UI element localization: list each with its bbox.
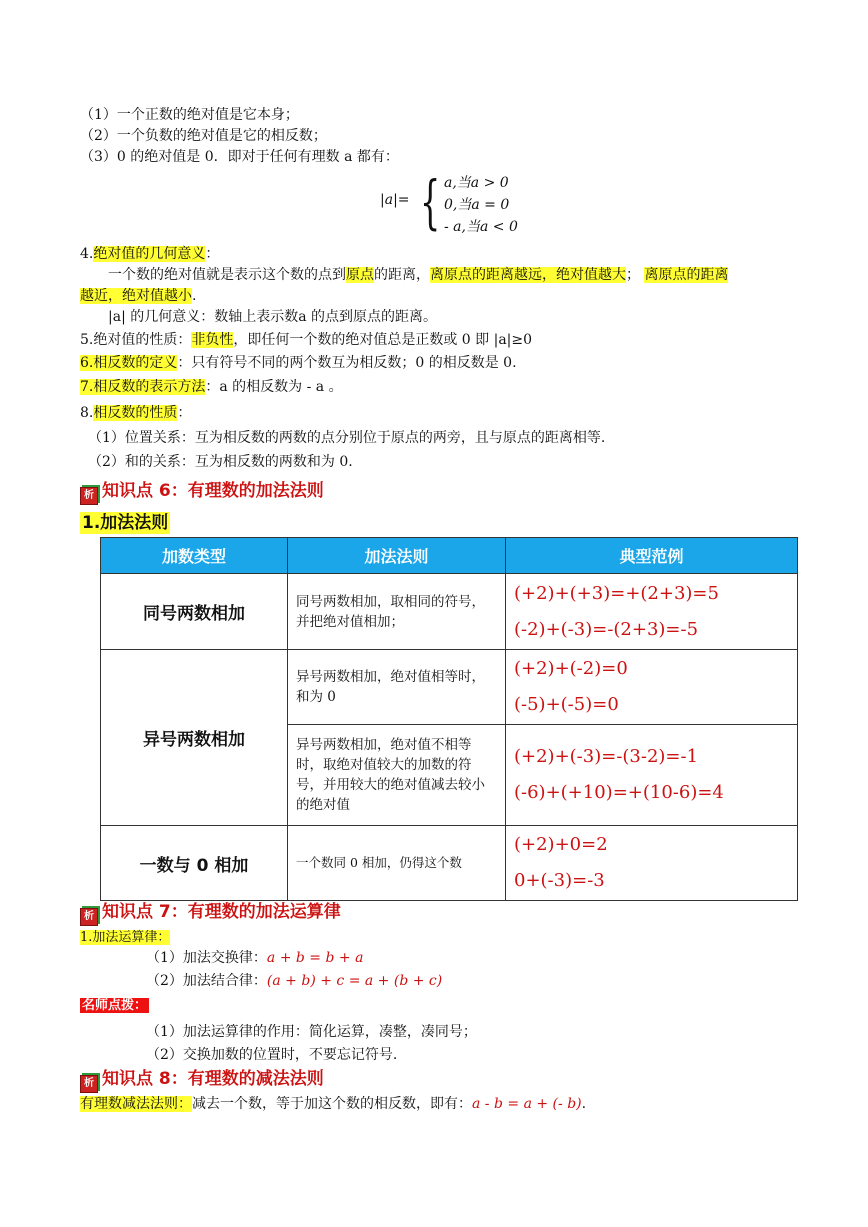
example: (+2)+(-2)=0: [514, 658, 628, 679]
geometric-paragraph-line2: [80, 286, 196, 306]
subtraction-rule-text: 减去一个数，等于加这个数的相反数，即有：: [192, 1096, 472, 1112]
header-addition-rule: 加法法则: [288, 538, 506, 574]
table-row: [101, 650, 798, 725]
subtraction-rule-label: 有理数减法法则：: [80, 1096, 192, 1112]
addition-rules-heading: 1.加法法则: [82, 513, 169, 533]
subtraction-rule-formula: a - b = a + (- b): [472, 1096, 582, 1112]
kp6-heading: [80, 480, 324, 505]
tip-2: （2）交换加数的位置时，不要忘记符号.: [146, 1047, 398, 1063]
highlight-farther: 离原点的距离越远，绝对值越大: [430, 267, 626, 283]
rule-diff-sign-unequal: 异号两数相加，绝对值不相等时，取绝对值较大的加数的符号，并用较大的绝对值减去较小的绝对值: [288, 725, 506, 826]
law-label: （1）加法交换律：: [146, 950, 267, 966]
category-same-sign: 同号两数相加: [101, 574, 288, 650]
property-8-position: （1）位置关系：互为相反数的两数的点分别位于原点的两旁，且与原点的距离相等.: [88, 430, 606, 446]
examples-same-sign: [506, 574, 798, 650]
geometric-text: 的距离，: [374, 267, 430, 283]
example: 0+(-3)=-3: [514, 870, 605, 891]
example: (-5)+(-5)=0: [514, 694, 619, 715]
teacher-tips-label: [80, 996, 149, 1016]
examples-add-zero: [506, 826, 798, 901]
property-6: [80, 353, 517, 373]
subtraction-rule-end: .: [581, 1096, 587, 1112]
property-8: [80, 403, 191, 423]
abs-rule-3: （3）0 的绝对值是 0．即对于任何有理数 a 都有：: [80, 149, 399, 165]
law-formula: a + b = b + a: [266, 950, 364, 966]
addition-laws-title: 1.加法运算律：: [80, 930, 171, 945]
header-addend-type: 加数类型: [101, 538, 288, 574]
kp7-title: 知识点 7：有理数的加法运算律: [102, 902, 341, 922]
commutative-law: [146, 948, 363, 968]
category-add-zero: 一数与 0 相加: [101, 826, 288, 901]
rule-diff-sign-equal: 异号两数相加，绝对值相等时，和为 0: [288, 650, 506, 725]
highlight-origin: 原点: [346, 267, 374, 283]
example: (+2)+(+3)=+(2+3)=5: [514, 582, 719, 604]
kp7-heading: [80, 901, 341, 926]
abs-rule-2: （2）一个负数的绝对值是它的相反数；: [80, 128, 327, 144]
addition-rules-table: [100, 537, 798, 901]
examples-diff-sign-equal: [506, 650, 798, 725]
example: (-6)+(+10)=+(10-6)=4: [514, 782, 724, 803]
geometric-text: .: [192, 288, 197, 304]
analysis-icon: 析: [80, 1075, 98, 1093]
abs-case-positive: a,当a > 0: [444, 175, 509, 191]
left-brace: {: [420, 168, 441, 236]
tip-1: （1）加法运算律的作用：简化运算，凑整，凑同号；: [146, 1024, 477, 1040]
table-row: [101, 826, 798, 901]
table-row: [101, 574, 798, 650]
highlight-non-negative: 非负性: [191, 332, 234, 348]
rule-same-sign: 同号两数相加，取相同的符号，并把绝对值相加；: [288, 574, 506, 650]
property-text: 5.绝对值的性质：: [80, 332, 192, 348]
header-typical-example: 典型范例: [506, 538, 798, 574]
examples-diff-sign-unequal: [506, 725, 798, 826]
highlight-closer-a: 离原点的距离: [644, 267, 729, 283]
abs-formula-label: |a|=: [380, 192, 410, 208]
geometric-colon: ：: [205, 246, 220, 262]
property-text: ：: [177, 405, 192, 421]
rule-add-zero: 一个数同 0 相加，仍得这个数: [288, 826, 506, 901]
geometric-text: ；: [626, 267, 640, 283]
geometric-meaning-abs: |a| 的几何意义：数轴上表示数a 的点到原点的距离。: [108, 309, 438, 325]
property-text: ：只有符号不同的两个数互为相反数；0 的相反数是 0.: [177, 355, 517, 371]
geometric-heading: [80, 244, 219, 264]
highlight-opposite-properties: 相反数的性质: [93, 405, 178, 421]
kp8-heading: [80, 1068, 324, 1093]
property-5: [80, 330, 532, 350]
example: (+2)+(-3)=-(3-2)=-1: [514, 746, 699, 767]
geometric-number: 4.: [80, 246, 94, 262]
example: (+2)+0=2: [514, 834, 608, 855]
property-7: [80, 377, 343, 397]
geometric-paragraph-line1: [108, 265, 728, 285]
property-8-sum: （2）和的关系：互为相反数的两数和为 0.: [88, 454, 353, 470]
geometric-title: 绝对值的几何意义: [93, 246, 206, 262]
kp8-title: 知识点 8：有理数的减法法则: [102, 1069, 324, 1089]
property-text: ，即任何一个数的绝对值总是正数或 0 即 |a|≥0: [233, 332, 533, 348]
analysis-icon: 析: [80, 487, 98, 505]
property-text: 8.: [80, 405, 94, 421]
abs-case-zero: 0,当a = 0: [444, 197, 510, 213]
abs-rule-1: （1）一个正数的绝对值是它本身；: [80, 107, 299, 123]
highlight-closer-b: 越近，绝对值越小: [80, 288, 192, 304]
category-diff-sign: 异号两数相加: [101, 650, 288, 826]
associative-law: [146, 971, 442, 991]
law-formula: (a + b) + c = a + (b + c): [266, 973, 443, 989]
subtraction-rule: [80, 1094, 586, 1114]
abs-case-negative: - a,当a < 0: [444, 219, 518, 235]
kp6-title: 知识点 6：有理数的加法法则: [102, 481, 324, 501]
example: (-2)+(-3)=-(2+3)=-5: [514, 618, 699, 640]
teacher-tips-badge: 名师点拨：: [82, 998, 148, 1013]
addition-laws-heading: [80, 928, 170, 948]
highlight-opposite-notation: 7.相反数的表示方法: [80, 379, 206, 395]
law-label: （2）加法结合律：: [146, 973, 267, 989]
analysis-icon: 析: [80, 908, 98, 926]
geometric-text: 一个数的绝对值就是表示这个数的点到: [108, 267, 346, 283]
property-text: ：a 的相反数为 - a 。: [205, 379, 343, 395]
highlight-opposite-definition: 6.相反数的定义: [80, 355, 178, 371]
